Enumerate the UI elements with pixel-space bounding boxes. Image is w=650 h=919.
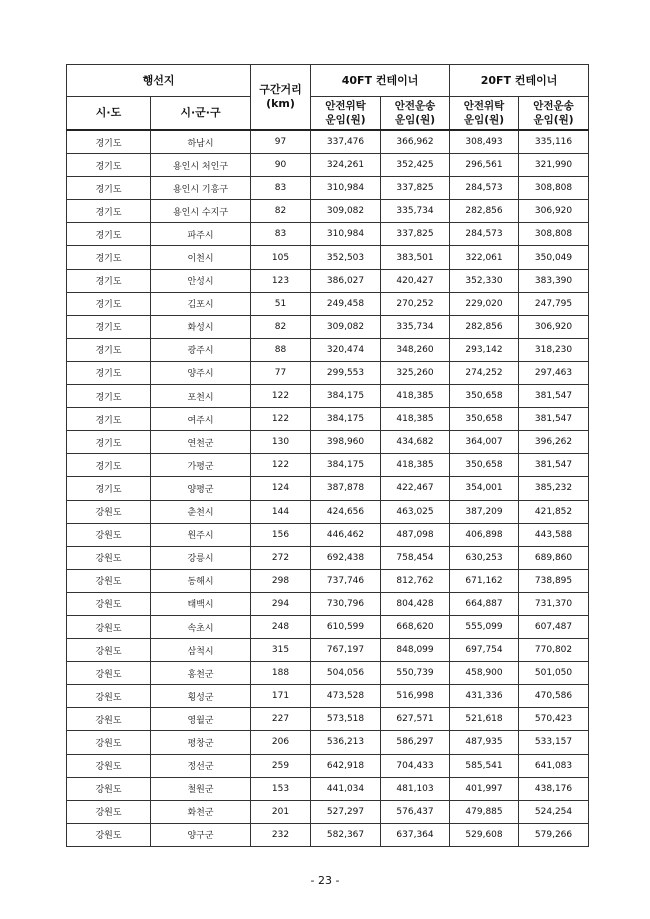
distance-cell: 294: [251, 592, 311, 615]
distance-cell: 272: [251, 546, 311, 569]
distance-cell: 122: [251, 454, 311, 477]
transport-20-cell: 381,547: [519, 408, 589, 431]
table-row: [67, 154, 589, 177]
distance-cell: 83: [251, 223, 311, 246]
transport-40-cell: 704,433: [381, 754, 450, 777]
transport-20-cell: 689,860: [519, 546, 589, 569]
province-cell: 강원도: [67, 823, 151, 846]
destination-header: 행선지: [67, 65, 251, 97]
consigned-40-cell: 310,984: [311, 223, 381, 246]
consigned-40-cell: 384,175: [311, 408, 381, 431]
consigned-40-cell: 299,553: [311, 361, 381, 384]
consigned-40-cell: 387,878: [311, 477, 381, 500]
consigned-20-label: 안전위탁: [463, 100, 505, 112]
table-row: [67, 523, 589, 546]
distance-cell: 83: [251, 177, 311, 200]
transport-40-cell: 270,252: [381, 292, 450, 315]
table-row: [67, 269, 589, 292]
transport-40-cell: 383,501: [381, 246, 450, 269]
consigned-20-cell: 555,099: [450, 615, 519, 638]
transport-40-cell: 418,385: [381, 408, 450, 431]
province-cell: 경기도: [67, 361, 151, 384]
city-cell: 연천군: [151, 431, 251, 454]
transport-20-cell: 381,547: [519, 454, 589, 477]
transport-20-cell: 350,049: [519, 246, 589, 269]
distance-cell: 188: [251, 662, 311, 685]
transport-40-cell: 758,454: [381, 546, 450, 569]
city-cell: 영월군: [151, 708, 251, 731]
consigned-20-cell: 458,900: [450, 662, 519, 685]
consigned-40-cell: 309,082: [311, 315, 381, 338]
consigned-20-cell: 585,541: [450, 754, 519, 777]
transport-40-cell: 352,425: [381, 154, 450, 177]
table-row: [67, 754, 589, 777]
table-row: [67, 777, 589, 800]
distance-cell: 82: [251, 200, 311, 223]
table-row: [67, 177, 589, 200]
transport-20-cell: 321,990: [519, 154, 589, 177]
city-header: 시·군·구: [151, 97, 251, 131]
consigned-20-cell: 529,608: [450, 823, 519, 846]
consigned-20-cell: 350,658: [450, 408, 519, 431]
transport-20-cell: 438,176: [519, 777, 589, 800]
province-cell: 강원도: [67, 592, 151, 615]
city-cell: 하남시: [151, 130, 251, 154]
distance-unit: (km): [266, 97, 295, 110]
consigned-20-cell: 630,253: [450, 546, 519, 569]
transport-20-cell: 306,920: [519, 200, 589, 223]
transport-20-cell: 641,083: [519, 754, 589, 777]
consigned-40-cell: 642,918: [311, 754, 381, 777]
consigned-20-cell: 274,252: [450, 361, 519, 384]
city-cell: 횡성군: [151, 685, 251, 708]
distance-cell: 105: [251, 246, 311, 269]
transport-40-cell: 434,682: [381, 431, 450, 454]
city-cell: 춘천시: [151, 500, 251, 523]
transport-40-cell: 337,825: [381, 177, 450, 200]
province-cell: 경기도: [67, 292, 151, 315]
transport-20-cell: 318,230: [519, 338, 589, 361]
distance-label: 구간거리: [259, 83, 302, 96]
transport-40-cell: 637,364: [381, 823, 450, 846]
consigned-40-cell: 446,462: [311, 523, 381, 546]
transport-40-cell: 418,385: [381, 385, 450, 408]
consigned-40-cell: 309,082: [311, 200, 381, 223]
city-cell: 강릉시: [151, 546, 251, 569]
consigned-40-cell: 536,213: [311, 731, 381, 754]
transport-40-cell: 804,428: [381, 592, 450, 615]
table-row: [67, 823, 589, 846]
distance-cell: 90: [251, 154, 311, 177]
distance-cell: 82: [251, 315, 311, 338]
table-row: [67, 454, 589, 477]
province-cell: 경기도: [67, 154, 151, 177]
consigned-40-cell: 352,503: [311, 246, 381, 269]
consigned-40-cell: 610,599: [311, 615, 381, 638]
consigned-40-cell: 692,438: [311, 546, 381, 569]
city-cell: 양주시: [151, 361, 251, 384]
transport-40-cell: 348,260: [381, 338, 450, 361]
transport-20-cell: 738,895: [519, 569, 589, 592]
transport-20-cell: 770,802: [519, 639, 589, 662]
consigned-40-header: [311, 97, 381, 131]
consigned-20-cell: 364,007: [450, 431, 519, 454]
city-cell: 정선군: [151, 754, 251, 777]
transport-20-cell: 470,586: [519, 685, 589, 708]
province-cell: 강원도: [67, 708, 151, 731]
distance-cell: 153: [251, 777, 311, 800]
consigned-20-cell: 521,618: [450, 708, 519, 731]
province-cell: 강원도: [67, 800, 151, 823]
transport-40-label: 안전운송: [394, 100, 436, 112]
transport-20-cell: 731,370: [519, 592, 589, 615]
distance-cell: 123: [251, 269, 311, 292]
province-cell: 강원도: [67, 523, 151, 546]
transport-20-cell: 297,463: [519, 361, 589, 384]
transport-20-cell: 306,920: [519, 315, 589, 338]
distance-cell: 77: [251, 361, 311, 384]
consigned-20-cell: 322,061: [450, 246, 519, 269]
province-cell: 강원도: [67, 754, 151, 777]
distance-cell: 201: [251, 800, 311, 823]
consigned-40-cell: 424,656: [311, 500, 381, 523]
transport-40-cell: 335,734: [381, 315, 450, 338]
table-row: [67, 615, 589, 638]
transport-40-header: [381, 97, 450, 131]
freight-rate-table: [66, 64, 589, 847]
transport-40-cell: 487,098: [381, 523, 450, 546]
consigned-40-cell: 320,474: [311, 338, 381, 361]
consigned-40-cell: 249,458: [311, 292, 381, 315]
city-cell: 가평군: [151, 454, 251, 477]
consigned-20-unit: 운임(원): [464, 114, 505, 126]
transport-40-cell: 586,297: [381, 731, 450, 754]
table-row: [67, 731, 589, 754]
transport-20-cell: 381,547: [519, 385, 589, 408]
transport-20-cell: 247,795: [519, 292, 589, 315]
transport-40-cell: 463,025: [381, 500, 450, 523]
consigned-40-cell: 386,027: [311, 269, 381, 292]
consigned-20-cell: 350,658: [450, 454, 519, 477]
transport-40-cell: 848,099: [381, 639, 450, 662]
consigned-20-cell: 282,856: [450, 315, 519, 338]
city-cell: 화천군: [151, 800, 251, 823]
consigned-40-cell: 441,034: [311, 777, 381, 800]
transport-20-label: 안전운송: [533, 100, 574, 112]
distance-cell: 97: [251, 130, 311, 154]
transport-20-cell: 607,487: [519, 615, 589, 638]
transport-40-cell: 550,739: [381, 662, 450, 685]
distance-cell: 144: [251, 500, 311, 523]
transport-40-cell: 576,437: [381, 800, 450, 823]
distance-cell: 259: [251, 754, 311, 777]
table-row: [67, 246, 589, 269]
consigned-20-cell: 479,885: [450, 800, 519, 823]
city-cell: 포천시: [151, 385, 251, 408]
consigned-40-cell: 573,518: [311, 708, 381, 731]
table-row: [67, 662, 589, 685]
province-cell: 경기도: [67, 477, 151, 500]
consigned-40-unit: 운임(원): [325, 114, 366, 126]
transport-40-cell: 325,260: [381, 361, 450, 384]
province-cell: 강원도: [67, 546, 151, 569]
table-row: [67, 361, 589, 384]
consigned-20-cell: 296,561: [450, 154, 519, 177]
table-header: [67, 65, 589, 131]
province-cell: 강원도: [67, 662, 151, 685]
city-cell: 광주시: [151, 338, 251, 361]
province-cell: 강원도: [67, 569, 151, 592]
city-cell: 동해시: [151, 569, 251, 592]
transport-40-cell: 627,571: [381, 708, 450, 731]
consigned-40-cell: 737,746: [311, 569, 381, 592]
consigned-40-cell: 730,796: [311, 592, 381, 615]
city-cell: 삼척시: [151, 639, 251, 662]
city-cell: 홍천군: [151, 662, 251, 685]
table-body: [67, 130, 589, 846]
distance-cell: 248: [251, 615, 311, 638]
consigned-40-cell: 324,261: [311, 154, 381, 177]
province-cell: 경기도: [67, 385, 151, 408]
distance-cell: 232: [251, 823, 311, 846]
distance-header: [251, 65, 311, 131]
province-cell: 경기도: [67, 246, 151, 269]
transport-40-cell: 418,385: [381, 454, 450, 477]
city-cell: 안성시: [151, 269, 251, 292]
city-cell: 철원군: [151, 777, 251, 800]
city-cell: 평창군: [151, 731, 251, 754]
table-row: [67, 385, 589, 408]
consigned-20-cell: 293,142: [450, 338, 519, 361]
consigned-40-cell: 767,197: [311, 639, 381, 662]
city-cell: 화성시: [151, 315, 251, 338]
transport-20-cell: 383,390: [519, 269, 589, 292]
province-cell: 경기도: [67, 454, 151, 477]
transport-20-cell: 579,266: [519, 823, 589, 846]
consigned-20-cell: 406,898: [450, 523, 519, 546]
consigned-20-cell: 354,001: [450, 477, 519, 500]
transport-40-cell: 366,962: [381, 130, 450, 154]
table-row: [67, 592, 589, 615]
transport-20-cell: 308,808: [519, 223, 589, 246]
province-cell: 경기도: [67, 269, 151, 292]
transport-40-cell: 516,998: [381, 685, 450, 708]
city-cell: 태백시: [151, 592, 251, 615]
table-row: [67, 200, 589, 223]
province-cell: 강원도: [67, 685, 151, 708]
province-cell: 경기도: [67, 315, 151, 338]
distance-cell: 171: [251, 685, 311, 708]
table-row: [67, 292, 589, 315]
table-row: [67, 800, 589, 823]
transport-20-cell: 524,254: [519, 800, 589, 823]
city-cell: 용인시 기흥구: [151, 177, 251, 200]
province-cell: 경기도: [67, 408, 151, 431]
city-cell: 이천시: [151, 246, 251, 269]
city-cell: 양구군: [151, 823, 251, 846]
transport-40-cell: 668,620: [381, 615, 450, 638]
province-cell: 경기도: [67, 431, 151, 454]
ft20-header: 20FT 컨테이너: [450, 65, 589, 97]
province-cell: 강원도: [67, 639, 151, 662]
consigned-20-cell: 697,754: [450, 639, 519, 662]
transport-20-header: [519, 97, 589, 131]
page-number: - 23 -: [310, 874, 340, 887]
city-cell: 파주시: [151, 223, 251, 246]
table-row: [67, 130, 589, 154]
table-row: [67, 639, 589, 662]
table-row: [67, 477, 589, 500]
consigned-20-cell: 308,493: [450, 130, 519, 154]
city-cell: 용인시 처인구: [151, 154, 251, 177]
table-row: [67, 500, 589, 523]
consigned-40-cell: 384,175: [311, 454, 381, 477]
table-row: [67, 708, 589, 731]
consigned-20-cell: 401,997: [450, 777, 519, 800]
consigned-40-cell: 582,367: [311, 823, 381, 846]
city-cell: 여주시: [151, 408, 251, 431]
distance-cell: 122: [251, 385, 311, 408]
table-row: [67, 223, 589, 246]
consigned-20-cell: 487,935: [450, 731, 519, 754]
transport-20-cell: 501,050: [519, 662, 589, 685]
transport-20-cell: 396,262: [519, 431, 589, 454]
transport-40-cell: 337,825: [381, 223, 450, 246]
transport-20-cell: 335,116: [519, 130, 589, 154]
distance-cell: 315: [251, 639, 311, 662]
table-row: [67, 315, 589, 338]
transport-40-cell: 335,734: [381, 200, 450, 223]
consigned-40-cell: 504,056: [311, 662, 381, 685]
distance-cell: 88: [251, 338, 311, 361]
consigned-20-header: [450, 97, 519, 131]
table-row: [67, 408, 589, 431]
consigned-40-cell: 337,476: [311, 130, 381, 154]
province-cell: 경기도: [67, 177, 151, 200]
distance-cell: 206: [251, 731, 311, 754]
transport-20-cell: 533,157: [519, 731, 589, 754]
distance-cell: 122: [251, 408, 311, 431]
distance-cell: 124: [251, 477, 311, 500]
consigned-20-cell: 284,573: [450, 177, 519, 200]
consigned-20-cell: 284,573: [450, 223, 519, 246]
transport-40-cell: 481,103: [381, 777, 450, 800]
table-row: [67, 569, 589, 592]
city-cell: 원주시: [151, 523, 251, 546]
city-cell: 김포시: [151, 292, 251, 315]
province-cell: 강원도: [67, 500, 151, 523]
table-row: [67, 431, 589, 454]
table-row: [67, 546, 589, 569]
transport-20-cell: 570,423: [519, 708, 589, 731]
consigned-40-label: 안전위탁: [325, 100, 366, 112]
table-row: [67, 685, 589, 708]
transport-40-cell: 812,762: [381, 569, 450, 592]
consigned-20-cell: 352,330: [450, 269, 519, 292]
ft40-header: 40FT 컨테이너: [311, 65, 450, 97]
consigned-20-cell: 431,336: [450, 685, 519, 708]
distance-cell: 130: [251, 431, 311, 454]
transport-40-unit: 운임(원): [395, 114, 436, 126]
distance-cell: 156: [251, 523, 311, 546]
distance-cell: 298: [251, 569, 311, 592]
province-cell: 경기도: [67, 200, 151, 223]
consigned-40-cell: 473,528: [311, 685, 381, 708]
distance-cell: 51: [251, 292, 311, 315]
consigned-20-cell: 282,856: [450, 200, 519, 223]
consigned-20-cell: 350,658: [450, 385, 519, 408]
province-cell: 강원도: [67, 777, 151, 800]
consigned-40-cell: 398,960: [311, 431, 381, 454]
province-cell: 강원도: [67, 731, 151, 754]
transport-20-cell: 421,852: [519, 500, 589, 523]
city-cell: 용인시 수지구: [151, 200, 251, 223]
province-cell: 경기도: [67, 223, 151, 246]
transport-20-cell: 443,588: [519, 523, 589, 546]
city-cell: 양평군: [151, 477, 251, 500]
transport-20-cell: 385,232: [519, 477, 589, 500]
province-cell: 경기도: [67, 130, 151, 154]
consigned-20-cell: 387,209: [450, 500, 519, 523]
consigned-40-cell: 527,297: [311, 800, 381, 823]
transport-20-unit: 운임(원): [533, 114, 574, 126]
consigned-40-cell: 384,175: [311, 385, 381, 408]
table-row: [67, 338, 589, 361]
city-cell: 속초시: [151, 615, 251, 638]
province-header: 시·도: [67, 97, 151, 131]
transport-20-cell: 308,808: [519, 177, 589, 200]
transport-40-cell: 420,427: [381, 269, 450, 292]
consigned-20-cell: 664,887: [450, 592, 519, 615]
transport-40-cell: 422,467: [381, 477, 450, 500]
consigned-20-cell: 671,162: [450, 569, 519, 592]
province-cell: 강원도: [67, 615, 151, 638]
consigned-40-cell: 310,984: [311, 177, 381, 200]
distance-cell: 227: [251, 708, 311, 731]
consigned-20-cell: 229,020: [450, 292, 519, 315]
province-cell: 경기도: [67, 338, 151, 361]
